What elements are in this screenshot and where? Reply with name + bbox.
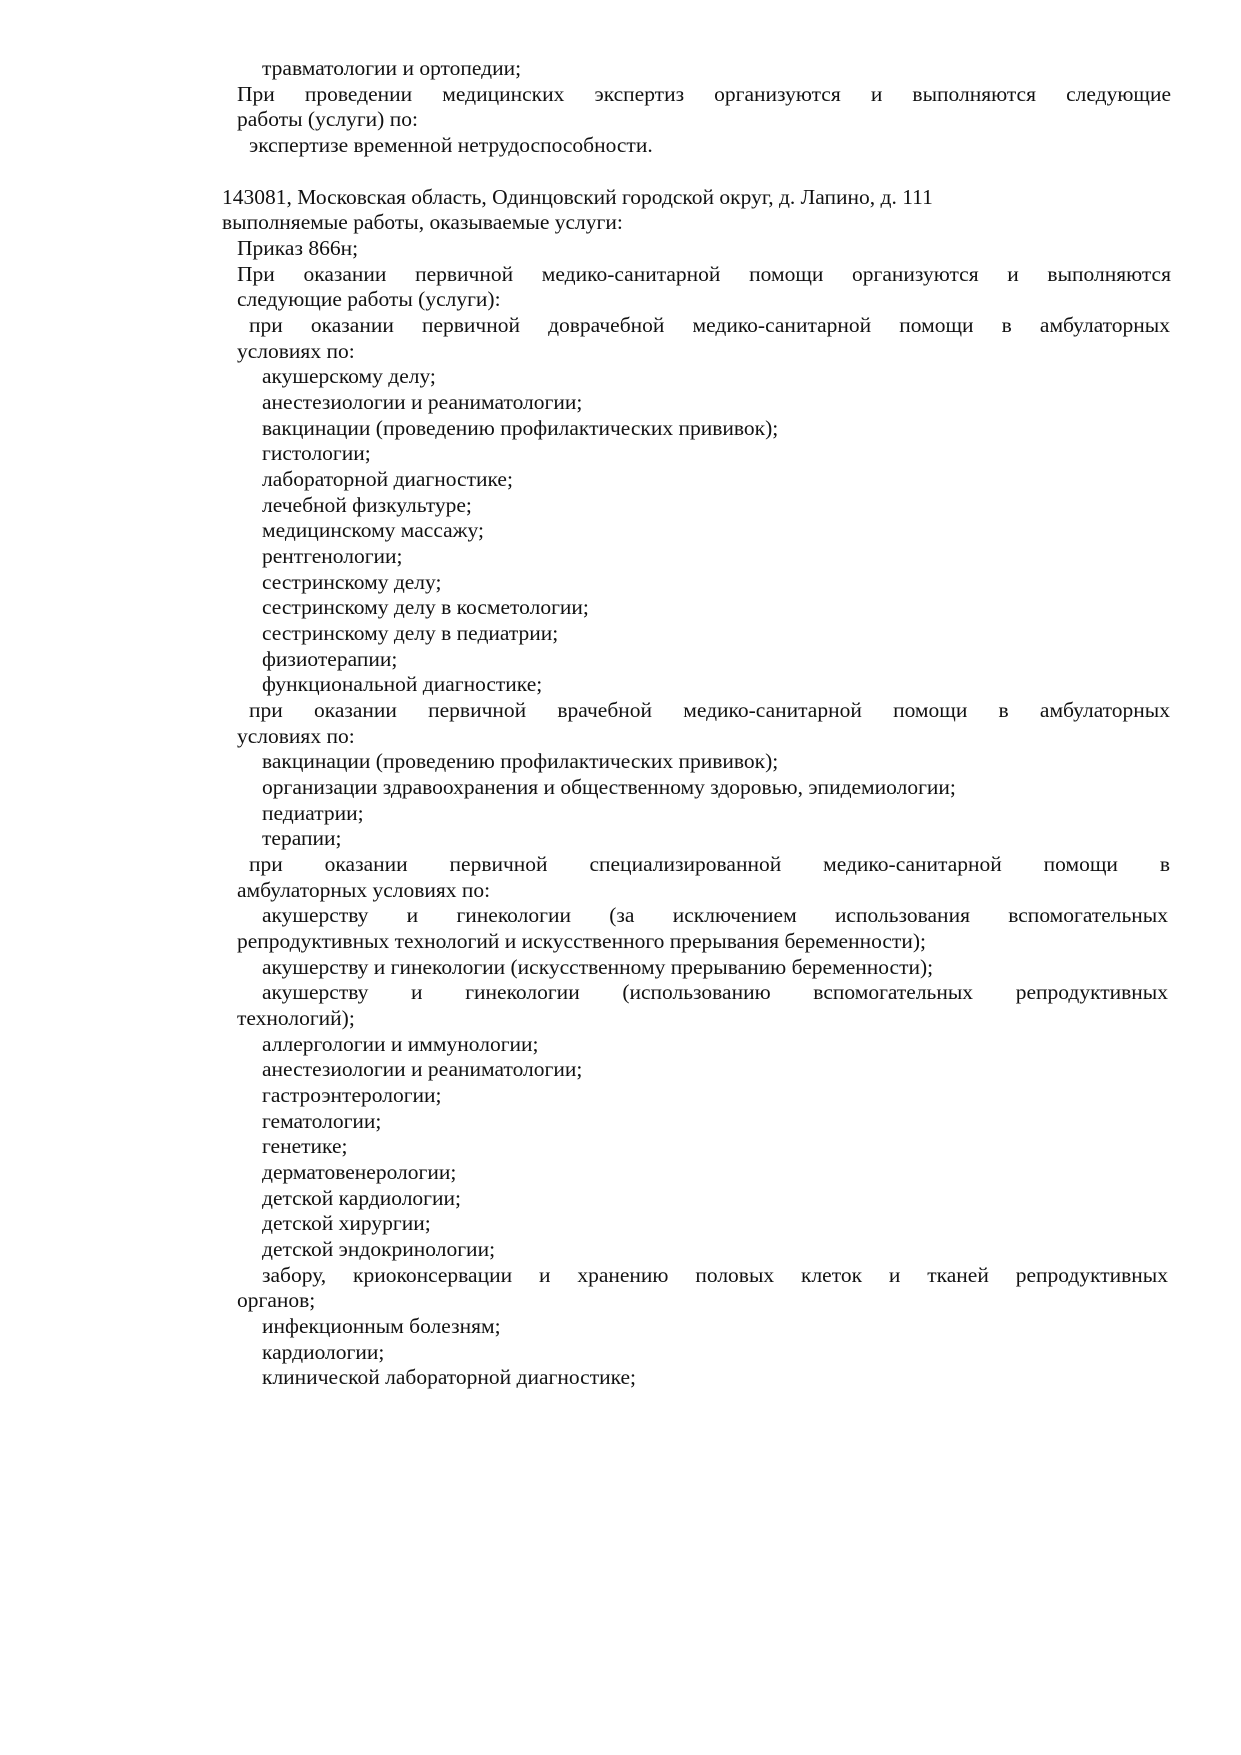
list-item: гастроэнтерологии; — [262, 1083, 442, 1107]
pmsp-intro: При оказании первичной медико-санитарной помощи организуются и выполняются — [237, 262, 1171, 286]
list-item: рентгенологии; — [262, 544, 403, 568]
list-item: лечебной физкультуре; — [262, 493, 472, 517]
pmsp-intro-cont: следующие работы (услуги): — [237, 287, 501, 311]
list-item: медицинскому массажу; — [262, 518, 484, 542]
list-item: акушерскому делу; — [262, 364, 436, 388]
list-item-cont: репродуктивных технологий и искусственного прерывания беременности); — [237, 929, 926, 953]
list-item: вакцинации (проведению профилактических прививок); — [262, 749, 779, 773]
list-item: акушерству и гинекологии (искусственному прерыванию беременности); — [262, 955, 934, 979]
list-item: анестезиологии и реаниматологии; — [262, 390, 583, 414]
section-heading-prevrach: при оказании первичной доврачебной медико-санитарной помощи в амбулаторных — [249, 313, 1170, 337]
list-item: гистологии; — [262, 441, 371, 465]
list-item: детской хирургии; — [262, 1211, 431, 1235]
list-item: сестринскому делу в педиатрии; — [262, 621, 559, 645]
expertise-intro: При проведении медицинских экспертиз организуются и выполняются следующие — [237, 82, 1171, 106]
list-item: детской эндокринологии; — [262, 1237, 496, 1261]
list-item: травматологии и ортопедии; — [262, 56, 522, 80]
address: 143081, Московская область, Одинцовский городской округ, д. Лапино, д. 111 — [222, 185, 933, 209]
list-item: сестринскому делу в косметологии; — [262, 595, 589, 619]
list-item: кардиологии; — [262, 1340, 385, 1364]
list-item: акушерству и гинекологии (за исключением использования вспомогательных — [262, 903, 1168, 927]
list-item: аллергологии и иммунологии; — [262, 1032, 539, 1056]
list-item: гематологии; — [262, 1109, 382, 1133]
list-item-cont: технологий); — [237, 1006, 355, 1030]
list-item: генетике; — [262, 1134, 348, 1158]
list-item: забору, криоконсервации и хранению половых клеток и тканей репродуктивных — [262, 1263, 1168, 1287]
list-item: лабораторной диагностике; — [262, 467, 513, 491]
list-item: физиотерапии; — [262, 647, 398, 671]
section-heading-special: при оказании первичной специализированной медико-санитарной помощи в — [249, 852, 1170, 876]
section-heading-special-cont: амбулаторных условиях по: — [237, 878, 491, 902]
expertise-intro-cont: работы (услуги) по: — [237, 107, 418, 131]
list-item: инфекционным болезням; — [262, 1314, 501, 1338]
section-heading-prevrach-cont: условиях по: — [237, 339, 355, 363]
list-item: вакцинации (проведению профилактических прививок); — [262, 416, 779, 440]
works-label: выполняемые работы, оказываемые услуги: — [222, 210, 623, 234]
section-heading-vrach-cont: условиях по: — [237, 724, 355, 748]
list-item: клинической лабораторной диагностике; — [262, 1365, 637, 1389]
list-item: анестезиологии и реаниматологии; — [262, 1057, 583, 1081]
list-item: экспертизе временной нетрудоспособности. — [249, 133, 653, 157]
order-reference: Приказ 866н; — [237, 236, 359, 260]
list-item: детской кардиологии; — [262, 1186, 461, 1210]
list-item: дерматовенерологии; — [262, 1160, 457, 1184]
section-heading-vrach: при оказании первичной врачебной медико-санитарной помощи в амбулаторных — [249, 698, 1170, 722]
list-item: акушерству и гинекологии (использованию вспомогательных репродуктивных — [262, 980, 1168, 1004]
list-item: педиатрии; — [262, 801, 364, 825]
list-item: сестринскому делу; — [262, 570, 442, 594]
list-item: терапии; — [262, 826, 342, 850]
list-item-cont: органов; — [237, 1288, 316, 1312]
list-item: функциональной диагностике; — [262, 672, 543, 696]
list-item: организации здравоохранения и общественному здоровью, эпидемиологии; — [262, 775, 956, 799]
